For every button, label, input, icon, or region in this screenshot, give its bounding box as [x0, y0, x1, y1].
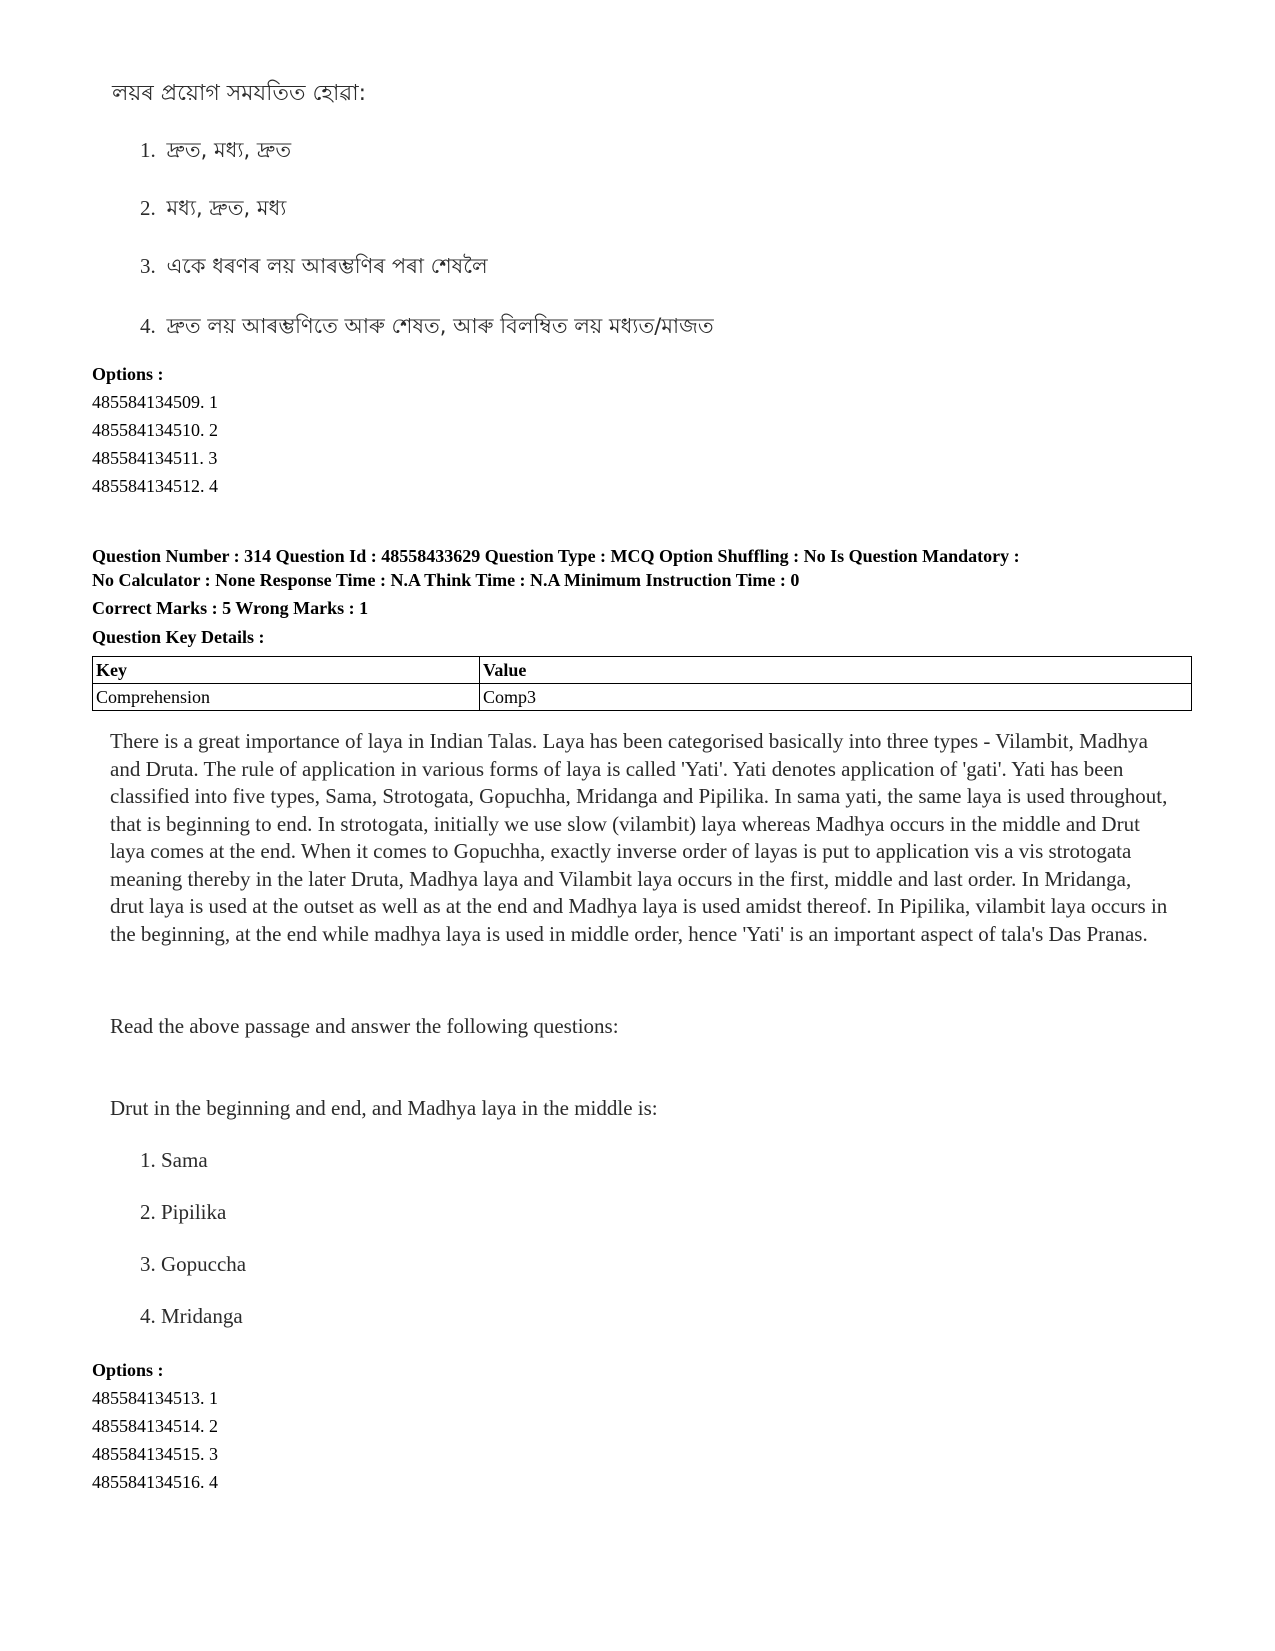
question-meta: [92, 544, 1192, 592]
options-label: Options :: [92, 364, 164, 384]
prev-choice-3: [140, 250, 488, 285]
table-cell: Comp3: [480, 684, 1192, 711]
choice-number: 4.: [140, 1304, 156, 1328]
table-header-row: [93, 657, 1192, 684]
question-stem: Drut in the beginning and end, and Madhya laya in the middle is:: [110, 1096, 658, 1120]
table-cell: Comprehension: [93, 684, 480, 711]
choice-2: [140, 1200, 226, 1225]
choice-number: 2.: [140, 196, 156, 220]
option-id: 485584134509. 1: [92, 392, 218, 412]
choice-number: 3.: [140, 1252, 156, 1276]
choice-number: 1.: [140, 138, 156, 162]
prev-choice-4: [140, 310, 714, 345]
choice-number: 2.: [140, 1200, 156, 1224]
table-row: [93, 684, 1192, 711]
question-meta-line: No Calculator : None Response Time : N.A Think Time : N.A Minimum Instruction Time : 0: [92, 570, 800, 590]
option-id: 485584134511. 3: [92, 448, 218, 468]
choice-text: একে ধৰণৰ লয় আৰম্ভণিৰ পৰা শেষলৈ: [166, 254, 488, 278]
table-header: Key: [93, 657, 480, 684]
option-id: 485584134515. 3: [92, 1444, 218, 1464]
choice-text: Mridanga: [161, 1304, 243, 1328]
prev-question-heading: লয়ৰ প্ৰয়োগ সমযতিত হোৱা:: [112, 81, 366, 106]
option-id: 485584134513. 1: [92, 1388, 218, 1408]
choice-text: Gopuccha: [161, 1252, 247, 1276]
choice-text: মধ্য, দ্ৰুত, মধ্য: [166, 196, 287, 220]
key-details-table: [92, 656, 1192, 711]
option-id: 485584134514. 2: [92, 1416, 218, 1436]
option-id: 485584134516. 4: [92, 1472, 218, 1492]
passage-instruction: Read the above passage and answer the following questions:: [110, 1014, 619, 1038]
choice-number: 1.: [140, 1148, 156, 1172]
choice-3: [140, 1252, 246, 1277]
prev-choice-1: [140, 134, 291, 169]
options-label: Options :: [92, 1360, 164, 1380]
choice-4: [140, 1304, 243, 1329]
choice-1: [140, 1148, 208, 1173]
choice-text: দ্ৰুত লয় আৰম্ভণিতে আৰু শেষত, আৰু বিলম্বিত লয় মধ্যত/মাজত: [166, 314, 714, 338]
choice-number: 4.: [140, 314, 156, 338]
choice-number: 3.: [140, 254, 156, 278]
marks-line: Correct Marks : 5 Wrong Marks : 1: [92, 598, 369, 618]
choice-text: দ্ৰুত, মধ্য, দ্ৰুত: [166, 138, 292, 162]
comprehension-passage: There is a great importance of laya in Indian Talas. Laya has been categorised basically into three types - Vilambit, Madhya and Druta. The rule of application in various forms of laya is called 'Yati'. Yati denotes application of 'gati'. Yati has been classified into five types, Sama, Strotogata, Gopuchha, Mridanga and Pipilika. In sama yati, the same laya is used throughout, that is beginning to end. In strotogata, initially we use slow (vilambit) laya whereas Madhya occurs in the middle and Drut laya comes at the end. When it comes to Gopuchha, exactly inverse order of layas is put to application vis a vis strotogata meaning thereby in the later Druta, Madhya laya and Vilambit laya occurs in the first, middle and last order. In Mridanga, drut laya is used at the outset as well as at the end and Madhya laya is used amidst thereof. In Pipilika, vilambit laya occurs in the beginning, at the end while madhya laya is used in middle order, hence 'Yati' is an important aspect of tala's Das Pranas.: [110, 729, 1168, 946]
choice-text: Sama: [161, 1148, 208, 1172]
choice-text: Pipilika: [161, 1200, 227, 1224]
option-id: 485584134510. 2: [92, 420, 218, 440]
prev-choice-2: [140, 192, 286, 227]
key-details-label: Question Key Details :: [92, 627, 265, 647]
table-header: Value: [480, 657, 1192, 684]
option-id: 485584134512. 4: [92, 476, 218, 496]
question-meta-line: Question Number : 314 Question Id : 48558433629 Question Type : MCQ Option Shuffling : No Is Question Mandatory :: [92, 546, 1020, 566]
